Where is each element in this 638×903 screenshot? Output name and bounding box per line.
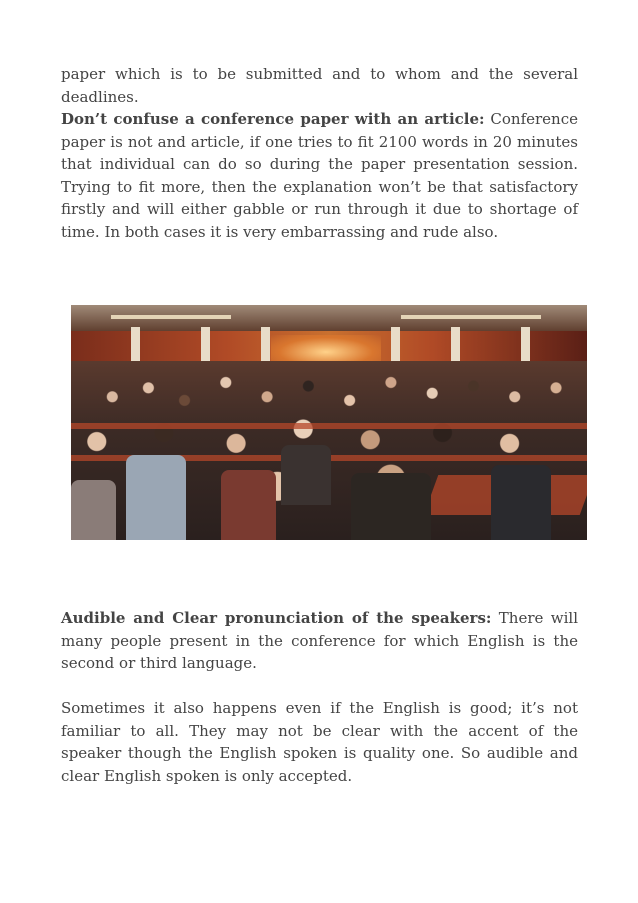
photo-attendee — [281, 445, 331, 505]
paragraph-accent — [61, 697, 578, 787]
photo-attendee — [71, 480, 116, 540]
photo-seat-row — [71, 423, 587, 429]
paragraph-pronunciation — [61, 607, 578, 675]
section-heading-conference-paper: Don’t confuse a conference paper with an article: — [61, 110, 485, 128]
photo-attendee — [491, 465, 551, 540]
photo-ceiling-light — [401, 315, 541, 319]
section-body-pronunciation: There will many people present in the conference for which English is the second or third language. — [61, 609, 578, 672]
photo-attendee — [221, 470, 276, 540]
photo-attendee — [126, 455, 186, 540]
conference-audience-photo — [71, 305, 587, 540]
accent-body: Sometimes it also happens even if the English is good; it’s not familiar to all. They may not be clear with the accent of the speaker though the English spoken is quality one. So audible and clear English spoken is only accepted. — [61, 699, 578, 785]
paragraph-deadlines-and-article — [61, 63, 578, 243]
photo-ceiling-light — [111, 315, 231, 319]
intro-text: paper which is to be submitted and to whom and the several deadlines. — [61, 65, 578, 106]
section-heading-pronunciation: Audible and Clear pronunciation of the speakers: — [61, 609, 492, 627]
section-body-conference-paper: Conference paper is not and article, if one tries to fit 2100 words in 20 minutes that individual can do so during the paper presentation session. Trying to fit more, then the explanation won’t be that satisfactory firstly and will either gabble or run through it due to shortage of time. In both cases it is very embarrassing and rude also. — [61, 110, 578, 241]
photo-ceiling — [71, 305, 587, 333]
photo-attendee — [351, 473, 431, 540]
